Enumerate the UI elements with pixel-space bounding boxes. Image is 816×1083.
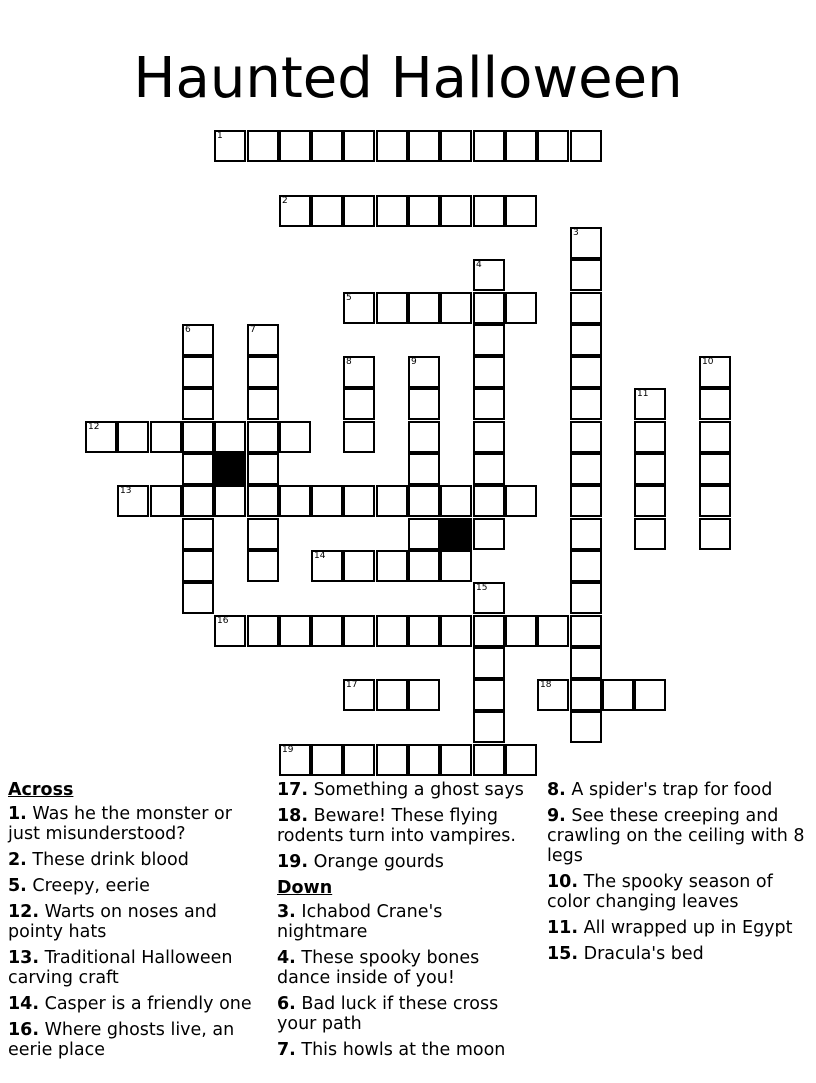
clues-column-1 (8, 780, 268, 1066)
grid-cell[interactable] (182, 356, 214, 388)
black-square (214, 453, 246, 485)
grid-cell[interactable] (699, 518, 731, 550)
grid-cell[interactable] (570, 711, 602, 743)
clue-number: 9 (411, 357, 417, 367)
grid-cell[interactable] (699, 421, 731, 453)
grid-cell[interactable] (634, 421, 666, 453)
grid-cell[interactable] (473, 356, 505, 388)
clue-down-7: 7. This howls at the moon (277, 1040, 506, 1060)
clue-down-8: 8. A spider's trap for food (547, 780, 773, 800)
grid-cell[interactable] (440, 130, 472, 162)
grid-cell[interactable] (505, 485, 537, 517)
grid-cell[interactable] (473, 582, 505, 614)
clue-number: 3 (573, 228, 579, 238)
grid-cell[interactable] (311, 550, 343, 582)
grid-cell[interactable] (182, 518, 214, 550)
clue-down-15: 15. Dracula's bed (547, 944, 704, 964)
grid-cell[interactable] (247, 388, 279, 420)
clue-number: 2 (282, 196, 288, 206)
grid-cell[interactable] (570, 421, 602, 453)
clue-number: 1 (217, 131, 223, 141)
grid-cell[interactable] (570, 582, 602, 614)
grid-cell[interactable] (537, 679, 569, 711)
grid-cell[interactable] (150, 421, 182, 453)
grid-cell[interactable] (473, 485, 505, 517)
grid-cell[interactable] (279, 615, 311, 647)
grid-cell[interactable] (473, 679, 505, 711)
clue-across-14: 14. Casper is a friendly one (8, 994, 252, 1014)
grid-cell[interactable] (440, 550, 472, 582)
grid-cell[interactable] (343, 356, 375, 388)
grid-cell[interactable] (570, 485, 602, 517)
grid-cell[interactable] (311, 130, 343, 162)
grid-cell[interactable] (537, 615, 569, 647)
grid-cell[interactable] (279, 485, 311, 517)
clue-down-6: 6. Bad luck if these cross your path (277, 994, 499, 1034)
grid-cell[interactable] (214, 130, 246, 162)
grid-cell[interactable] (570, 259, 602, 291)
grid-cell[interactable] (473, 647, 505, 679)
grid-cell[interactable] (505, 744, 537, 776)
clue-down-11: 11. All wrapped up in Egypt (547, 918, 793, 938)
clue-across-12: 12. Warts on noses and pointy hats (8, 902, 217, 942)
grid-cell[interactable] (408, 550, 440, 582)
grid-cell[interactable] (440, 485, 472, 517)
grid-cell[interactable] (505, 615, 537, 647)
grid-cell[interactable] (182, 324, 214, 356)
grid-cell[interactable] (408, 744, 440, 776)
grid-cell[interactable] (505, 292, 537, 324)
grid-cell[interactable] (376, 615, 408, 647)
grid-cell[interactable] (473, 421, 505, 453)
grid-cell[interactable] (376, 744, 408, 776)
clue-across-2: 2. These drink blood (8, 850, 189, 870)
clue-number: 7 (250, 325, 256, 335)
grid-cell[interactable] (473, 615, 505, 647)
grid-cell[interactable] (214, 615, 246, 647)
grid-cell[interactable] (408, 453, 440, 485)
clue-number: 14 (314, 551, 326, 561)
grid-cell[interactable] (343, 615, 375, 647)
clue-across-5: 5. Creepy, eerie (8, 876, 150, 896)
grid-cell[interactable] (247, 485, 279, 517)
grid-cell[interactable] (150, 485, 182, 517)
clue-across-16: 16. Where ghosts live, an eerie place (8, 1020, 235, 1060)
clue-number: 6 (185, 325, 191, 335)
grid-cell[interactable] (537, 130, 569, 162)
clue-down-3: 3. Ichabod Crane's nightmare (277, 902, 443, 942)
grid-cell[interactable] (473, 744, 505, 776)
across-heading: Across (8, 780, 74, 800)
grid-cell[interactable] (570, 388, 602, 420)
grid-cell[interactable] (279, 744, 311, 776)
clue-across-1: 1. Was he the monster or just misunderstood? (8, 804, 232, 844)
grid-cell[interactable] (473, 130, 505, 162)
grid-cell[interactable] (699, 485, 731, 517)
grid-cell[interactable] (343, 485, 375, 517)
clue-down-9: 9. See these creeping and crawling on the ceiling with 8 legs (547, 806, 805, 866)
grid-cell[interactable] (247, 356, 279, 388)
grid-cell[interactable] (279, 130, 311, 162)
grid-cell[interactable] (570, 324, 602, 356)
grid-cell[interactable] (473, 518, 505, 550)
grid-cell[interactable] (247, 453, 279, 485)
grid-cell[interactable] (408, 356, 440, 388)
grid-cell[interactable] (570, 647, 602, 679)
clue-number: 19 (282, 745, 294, 755)
grid-cell[interactable] (376, 485, 408, 517)
grid-cell[interactable] (602, 679, 634, 711)
grid-cell[interactable] (473, 195, 505, 227)
clues-column-2 (277, 780, 535, 1066)
clue-across-13: 13. Traditional Halloween carving craft (8, 948, 233, 988)
grid-cell[interactable] (247, 130, 279, 162)
grid-cell[interactable] (279, 421, 311, 453)
grid-cell[interactable] (408, 679, 440, 711)
grid-cell[interactable] (408, 292, 440, 324)
grid-cell[interactable] (214, 421, 246, 453)
grid-cell[interactable] (473, 259, 505, 291)
grid-cell[interactable] (570, 518, 602, 550)
clue-number: 10 (702, 357, 714, 367)
grid-cell[interactable] (343, 550, 375, 582)
grid-cell[interactable] (247, 324, 279, 356)
grid-cell[interactable] (376, 550, 408, 582)
grid-cell[interactable] (376, 130, 408, 162)
puzzle-title: Haunted Halloween (133, 46, 683, 111)
grid-cell[interactable] (505, 130, 537, 162)
grid-cell[interactable] (376, 679, 408, 711)
grid-cell[interactable] (473, 324, 505, 356)
grid-cell[interactable] (440, 744, 472, 776)
grid-cell[interactable] (214, 485, 246, 517)
clue-down-10: 10. The spooky season of color changing leaves (547, 872, 773, 912)
grid-cell[interactable] (182, 582, 214, 614)
grid-cell[interactable] (311, 615, 343, 647)
grid-cell[interactable] (408, 518, 440, 550)
grid-cell[interactable] (440, 615, 472, 647)
grid-cell[interactable] (634, 388, 666, 420)
clue-number: 12 (88, 422, 100, 432)
grid-cell[interactable] (570, 130, 602, 162)
grid-cell[interactable] (117, 485, 149, 517)
grid-cell[interactable] (343, 679, 375, 711)
grid-cell[interactable] (699, 388, 731, 420)
grid-cell[interactable] (247, 615, 279, 647)
grid-cell[interactable] (182, 485, 214, 517)
clue-number: 11 (637, 389, 649, 399)
grid-cell[interactable] (343, 195, 375, 227)
clue-across-17: 17. Something a ghost says (277, 780, 524, 800)
grid-cell[interactable] (343, 130, 375, 162)
grid-cell[interactable] (343, 388, 375, 420)
clue-number: 4 (476, 260, 482, 270)
grid-cell[interactable] (570, 292, 602, 324)
grid-cell[interactable] (279, 195, 311, 227)
grid-cell[interactable] (247, 518, 279, 550)
grid-cell[interactable] (376, 195, 408, 227)
grid-cell[interactable] (473, 453, 505, 485)
clue-number: 15 (476, 583, 488, 593)
grid-cell[interactable] (473, 292, 505, 324)
grid-cell[interactable] (182, 453, 214, 485)
grid-cell[interactable] (699, 453, 731, 485)
down-heading: Down (277, 878, 333, 898)
grid-cell[interactable] (408, 130, 440, 162)
grid-cell[interactable] (343, 744, 375, 776)
grid-cell[interactable] (343, 421, 375, 453)
grid-cell[interactable] (570, 227, 602, 259)
grid-cell[interactable] (311, 485, 343, 517)
grid-cell[interactable] (85, 421, 117, 453)
grid-cell[interactable] (343, 292, 375, 324)
clue-across-18: 18. Beware! These flying rodents turn into vampires. (277, 806, 516, 846)
grid-cell[interactable] (505, 195, 537, 227)
clue-number: 18 (540, 680, 552, 690)
grid-cell[interactable] (634, 679, 666, 711)
grid-cell[interactable] (408, 485, 440, 517)
grid-cell[interactable] (473, 711, 505, 743)
grid-cell[interactable] (247, 550, 279, 582)
grid-cell[interactable] (440, 292, 472, 324)
grid-cell[interactable] (182, 421, 214, 453)
grid-cell[interactable] (408, 388, 440, 420)
grid-cell[interactable] (408, 615, 440, 647)
clue-across-19: 19. Orange gourds (277, 852, 444, 872)
black-square (440, 518, 472, 550)
clues-column-3 (547, 780, 809, 970)
grid-cell[interactable] (311, 744, 343, 776)
grid-cell[interactable] (570, 453, 602, 485)
clue-number: 16 (217, 616, 229, 626)
grid-cell[interactable] (117, 421, 149, 453)
grid-cell[interactable] (570, 356, 602, 388)
clue-number: 5 (346, 293, 352, 303)
grid-cell[interactable] (247, 421, 279, 453)
clue-down-4: 4. These spooky bones dance inside of you! (277, 948, 480, 988)
grid-cell[interactable] (408, 195, 440, 227)
grid-cell[interactable] (699, 356, 731, 388)
grid-cell[interactable] (376, 292, 408, 324)
grid-cell[interactable] (408, 421, 440, 453)
grid-cell[interactable] (570, 550, 602, 582)
grid-cell[interactable] (473, 388, 505, 420)
grid-cell[interactable] (634, 485, 666, 517)
grid-cell[interactable] (182, 550, 214, 582)
clue-number: 17 (346, 680, 358, 690)
clue-number: 13 (120, 486, 132, 496)
grid-cell[interactable] (311, 195, 343, 227)
grid-cell[interactable] (634, 518, 666, 550)
grid-cell[interactable] (440, 195, 472, 227)
clue-number: 8 (346, 357, 352, 367)
grid-cell[interactable] (634, 453, 666, 485)
grid-cell[interactable] (570, 679, 602, 711)
grid-cell[interactable] (182, 388, 214, 420)
grid-cell[interactable] (570, 615, 602, 647)
